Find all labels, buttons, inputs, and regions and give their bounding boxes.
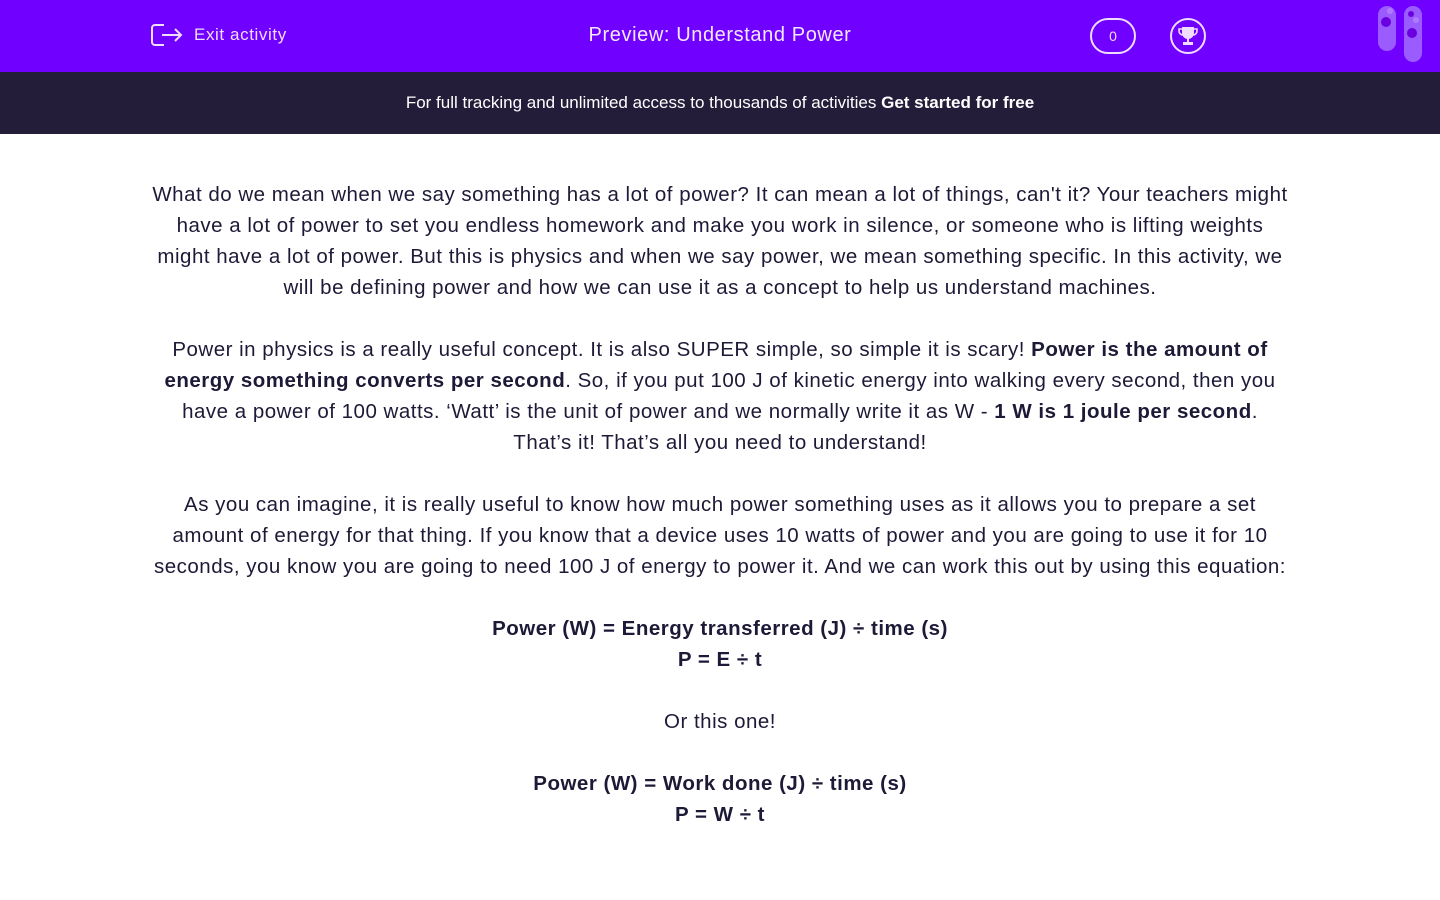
score-badge: 0 [1090,18,1136,54]
equation-symbols: P = W ÷ t [675,803,765,826]
trophy-button[interactable] [1170,18,1206,54]
exit-icon [150,21,184,49]
bold-text: 1 W is 1 joule per second [994,400,1252,423]
signup-banner [0,72,1440,134]
bold-text: Power is the amount of energy something converts per second [164,338,1268,392]
get-started-link[interactable]: Get started for free [881,93,1035,112]
equation-words: Power (W) = Energy transferred (J) ÷ time (s) [492,617,948,640]
page-title: Preview: Understand Power [588,24,852,46]
banner-text: For full tracking and unlimited access to thousands of activities [405,93,882,112]
exit-label: Exit activity [194,25,287,44]
tubes-logo-icon [1376,6,1426,64]
activity-intro [150,134,1290,830]
exit-activity-button[interactable] [150,21,287,49]
paragraph-usage: As you can imagine, it is really useful to know how much power something uses as it allows you to prepare a set amount of energy for that thing. If you know that a device uses 10 watts of power and you are going to use it for 10 seconds, you know you are going to need 100 J of energy to power it. And we can work this out by using this equation: [154,493,1286,578]
paragraph-intro: What do we mean when we say something has a lot of power? It can mean a lot of things, can't it? Your teachers might have a lot of power to set you endless homework and make you work in silence, or someone who is lifting weights might have a lot of power. But this is physics and when we say power, we mean something specific. In this activity, we will be defining power and how we can use it as a concept to help us understand machines. [152,183,1288,299]
text: . That’s it! That’s all you need to understand! [513,400,1258,454]
equation-words: Power (W) = Work done (J) ÷ time (s) [533,772,907,795]
or-text: Or this one! [664,710,776,733]
equation-work [150,768,1290,830]
top-bar [0,0,1440,72]
paragraph-definition [150,334,1290,458]
equation-symbols: P = E ÷ t [677,648,763,671]
trophy-icon [1177,25,1199,47]
text: Power in physics is a really useful concept. It is also SUPER simple, so simple it is scary! [172,338,1032,361]
text: . So, if you put 100 J of kinetic energy into walking every second, then you have a power of 100 watts. ‘Watt’ is the unit of power and we normally write it as W - [182,369,1276,423]
equation-energy [150,613,1290,675]
